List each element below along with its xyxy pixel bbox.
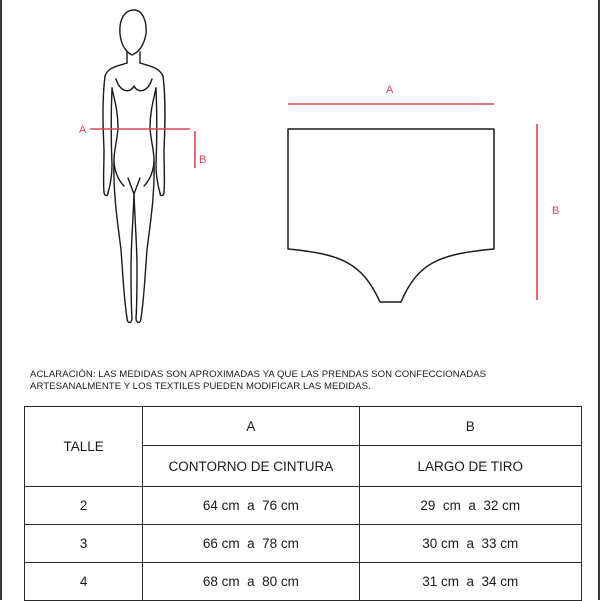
size-table	[24, 406, 582, 601]
rise-cell: 30 cm a 33 cm	[359, 525, 581, 563]
table-row	[25, 525, 582, 563]
table-row	[25, 563, 582, 601]
column-b-letter: B	[359, 407, 581, 446]
table-header-row	[25, 407, 582, 446]
waist-cell: 66 cm a 78 cm	[143, 525, 359, 563]
rise-cell: 31 cm a 34 cm	[359, 563, 581, 601]
column-a-label: CONTORNO DE CINTURA	[143, 446, 359, 487]
column-a-letter: A	[143, 407, 359, 446]
size-cell: 3	[25, 525, 143, 563]
rise-cell: 29 cm a 32 cm	[359, 487, 581, 525]
waist-cell: 64 cm a 76 cm	[143, 487, 359, 525]
size-cell: 2	[25, 487, 143, 525]
waist-cell: 68 cm a 80 cm	[143, 563, 359, 601]
garment-label-b: B	[552, 205, 560, 217]
body-label-a: A	[79, 124, 87, 136]
column-b-label: LARGO DE TIRO	[359, 446, 581, 487]
garment-label-a: A	[386, 84, 394, 96]
size-cell: 4	[25, 563, 143, 601]
mannequin-figure	[103, 10, 165, 323]
disclaimer-note: ACLARACIÓN: LAS MEDIDAS SON APROXIMADAS YA QUE LAS PRENDAS SON CONFECCIONADAS ARTESANALMENTE Y LOS TEXTILES PUEDEN MODIFICAR LAS MEDIDAS.	[30, 369, 487, 393]
body-label-b: B	[199, 154, 207, 166]
garment-outline	[288, 129, 494, 302]
size-header: TALLE	[25, 407, 143, 487]
table-row	[25, 487, 582, 525]
